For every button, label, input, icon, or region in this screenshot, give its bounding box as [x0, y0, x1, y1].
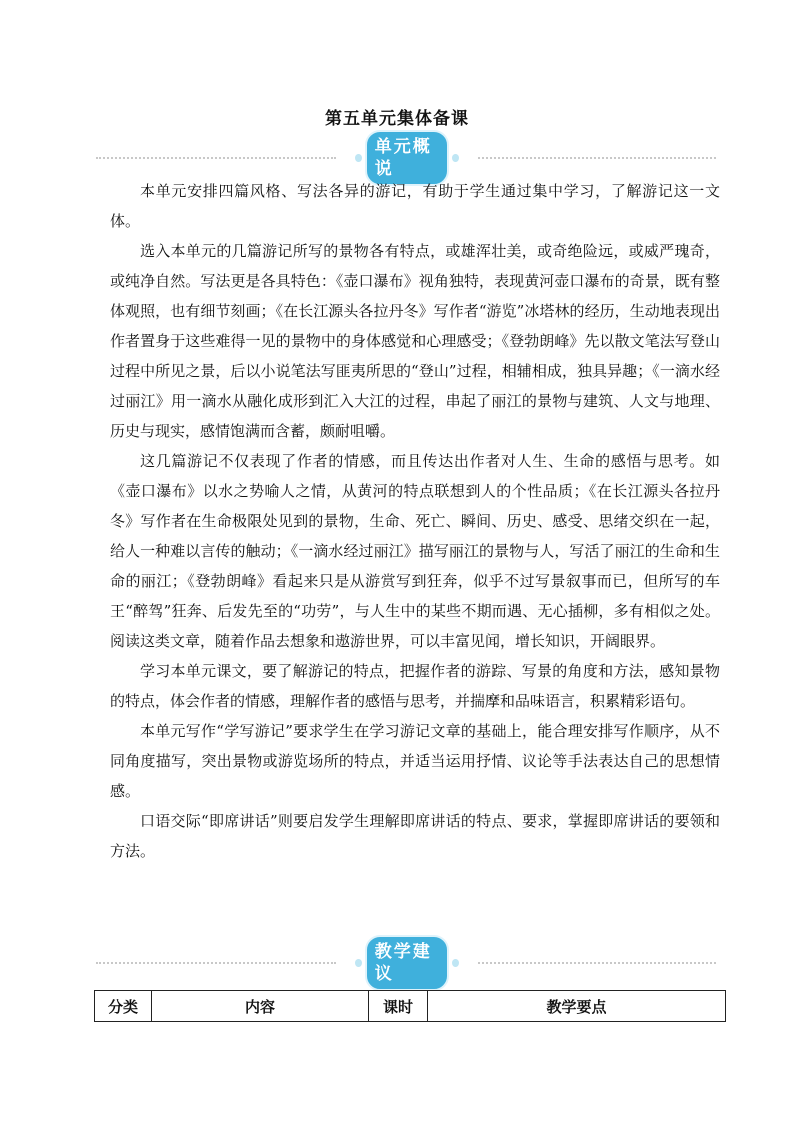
page-title: 第五单元集体备课	[325, 109, 469, 129]
dot-icon	[355, 154, 362, 162]
dotted-divider	[96, 157, 336, 159]
dotted-divider	[478, 962, 716, 964]
section-badge	[352, 942, 462, 984]
paragraph: 这几篇游记不仅表现了作者的情感，而且传达出作者对人生、生命的感悟与思考。如《壶口瀑布》以水之势喻人之情，从黄河的特点联想到人的个性品质；《在长江源头各拉丹冬》写作者在生命极限处见到的景物，生命、死亡、瞬间、历史、感受、思绪交织在一起，给人一种难以言传的触动；《一滴水经过丽江》描写丽江的景物与人，写活了丽江的生命和生命的丽江；《登勃朗峰》看起来只是从游赏写到狂奔，似乎不过写景叙事而已，但所写的车王“醉驾”狂奔、后发先至的“功劳”，与人生中的某些不期而遇、无心插柳，多有相似之处。阅读这类文章，随着作品去想象和遨游世界，可以丰富见闻，增长知识，开阔眼界。	[110, 452, 720, 650]
section-badge	[352, 137, 462, 179]
section-header-unit-overview	[96, 137, 716, 179]
paragraph: 本单元写作“学写游记”要求学生在学习游记文章的基础上，能合理安排写作顺序，从不同角度描写，突出景物或游览场所的特点，并适当运用抒情、议论等手法表达自己的思想情感。	[110, 722, 720, 800]
dot-icon	[452, 959, 459, 967]
section-title: 教学建议	[365, 935, 449, 991]
paragraph: 本单元安排四篇风格、写法各异的游记，有助于学生通过集中学习，了解游记这一文体。	[110, 182, 720, 230]
section-header-teaching-suggestions	[96, 942, 716, 984]
table-header-cell: 教学要点	[546, 997, 607, 1016]
dotted-divider	[478, 157, 716, 159]
unit-overview-text	[110, 176, 720, 866]
paragraph: 口语交际“即席讲话”则要启发学生理解即席讲话的特点、要求，掌握即席讲话的要领和方法。	[110, 812, 720, 860]
paragraph: 选入本单元的几篇游记所写的景物各有特点，或雄浑壮美，或奇绝险远，或威严瑰奇，或纯净自然。写法更是各具特色：《壶口瀑布》视角独特，表现黄河壶口瀑布的奇景，既有整体观照，也有细节刻画；《在长江源头各拉丹冬》写作者“游览”冰塔林的经历，生动地表现出作者置身于这些难得一见的景物中的身体感觉和心理感受；《登勃朗峰》先以散文笔法写登山过程中所见之景，后以小说笔法写匪夷所思的“登山”过程，相辅相成，独具异趣；《一滴水经过丽江》用一滴水从融化成形到汇入大江的过程，串起了丽江的景物与建筑、人文与地理、历史与现实，感情饱满而含蓄，颇耐咀嚼。	[110, 242, 720, 440]
dotted-divider	[96, 962, 336, 964]
table-header-cell: 分类	[95, 991, 152, 1021]
teaching-plan-table-header	[94, 990, 726, 1022]
paragraph: 学习本单元课文，要了解游记的特点，把握作者的游踪、写景的角度和方法，感知景物的特点，体会作者的情感，理解作者的感悟与思考，并揣摩和品味语言，积累精彩语句。	[110, 662, 720, 710]
dot-icon	[355, 959, 362, 967]
table-header-cell: 内容	[152, 991, 369, 1021]
dot-icon	[452, 154, 459, 162]
table-header-cell: 课时	[369, 991, 428, 1021]
section-title: 单元概说	[365, 130, 449, 186]
